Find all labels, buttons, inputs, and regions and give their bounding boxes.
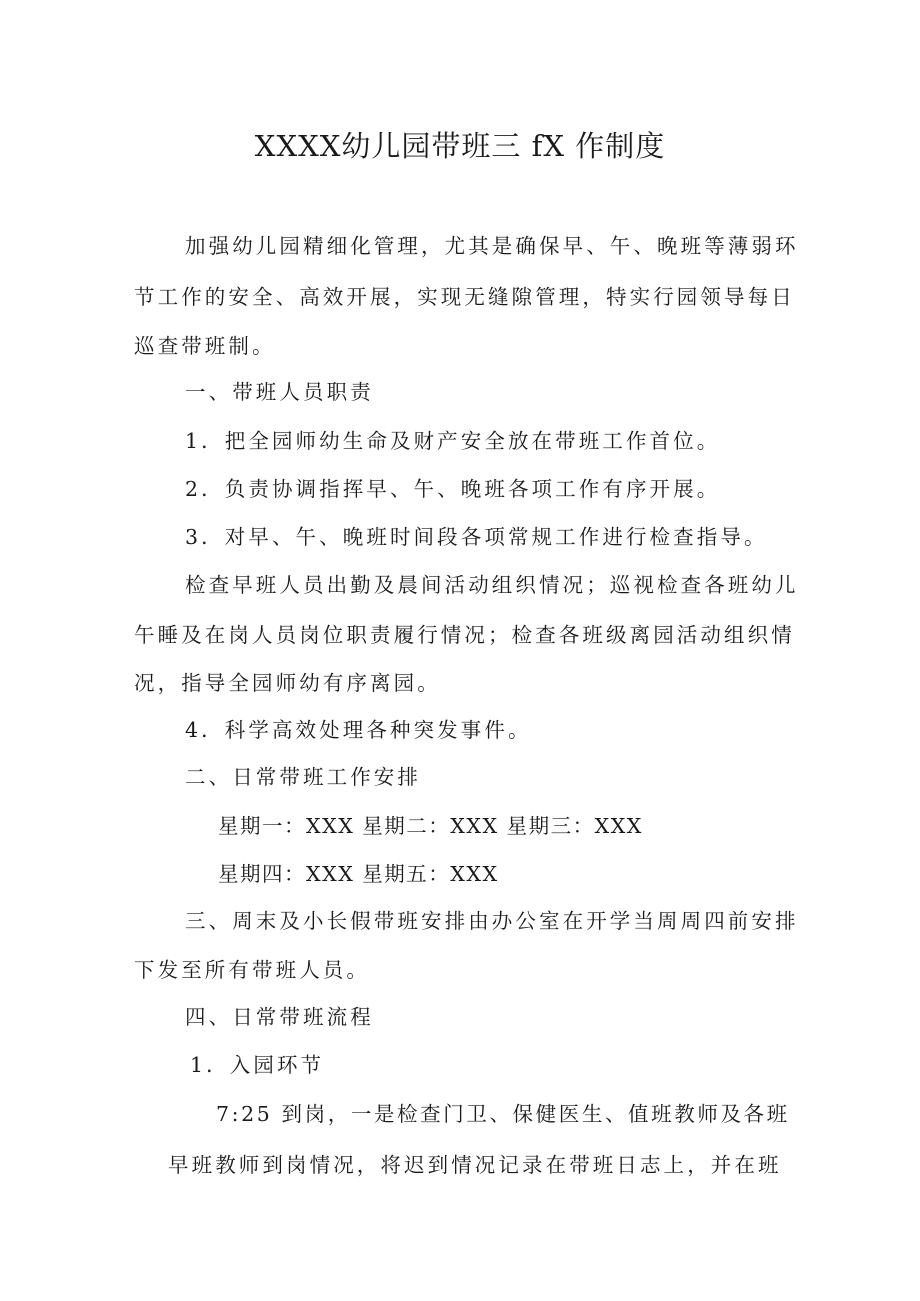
section4-sub-1: 1．入园环节 [190, 1053, 325, 1077]
section1-item-3: 3．对早、午、晚班时间段各项常规工作进行检查指导。 [185, 525, 768, 549]
section1-heading: 一、带班人员职责 [185, 380, 374, 404]
schedule-line-1: 星期一：XXX 星期二：XXX 星期三：XXX [218, 814, 643, 838]
section4-heading: 四、日常带班流程 [185, 1005, 374, 1029]
section1-item3-detail-1: 检查早班人员出勤及晨间活动组织情况；巡视检查各班幼儿 [185, 573, 799, 597]
document-title: XXXX幼儿园带班三 fX 作制度 [254, 129, 666, 163]
section1-item-4: 4．科学高效处理各种突发事件。 [185, 718, 532, 742]
section1-item-1: 1．把全园师幼生命及财产安全放在带班工作首位。 [185, 429, 721, 453]
intro-line-1: 加强幼儿园精细化管理，尤其是确保早、午、晚班等薄弱环 [185, 234, 799, 258]
section1-item3-detail-3: 况，指导全园师幼有序离园。 [134, 671, 441, 695]
section1-item-2: 2．负责协调指挥早、午、晚班各项工作有序开展。 [185, 477, 721, 501]
section3-line-1: 三、周末及小长假带班安排由办公室在开学当周周四前安排 [185, 909, 799, 933]
section4-sub1-text-2: 早班教师到岗情况，将迟到情况记录在带班日志上，并在班 [168, 1153, 782, 1177]
section4-sub1-text-1: 7:25 到岗，一是检查门卫、保健医生、值班教师及各班 [216, 1102, 790, 1126]
schedule-line-2: 星期四：XXX 星期五：XXX [218, 862, 499, 886]
section3-line-2: 下发至所有带班人员。 [134, 958, 370, 982]
section1-item3-detail-2: 午睡及在岗人员岗位职责履行情况；检查各班级离园活动组织情 [134, 623, 795, 647]
intro-line-2: 节工作的安全、高效开展，实现无缝隙管理，特实行园领导每日 [134, 285, 795, 309]
section2-heading: 二、日常带班工作安排 [185, 765, 421, 789]
intro-line-3: 巡查带班制。 [134, 334, 276, 358]
